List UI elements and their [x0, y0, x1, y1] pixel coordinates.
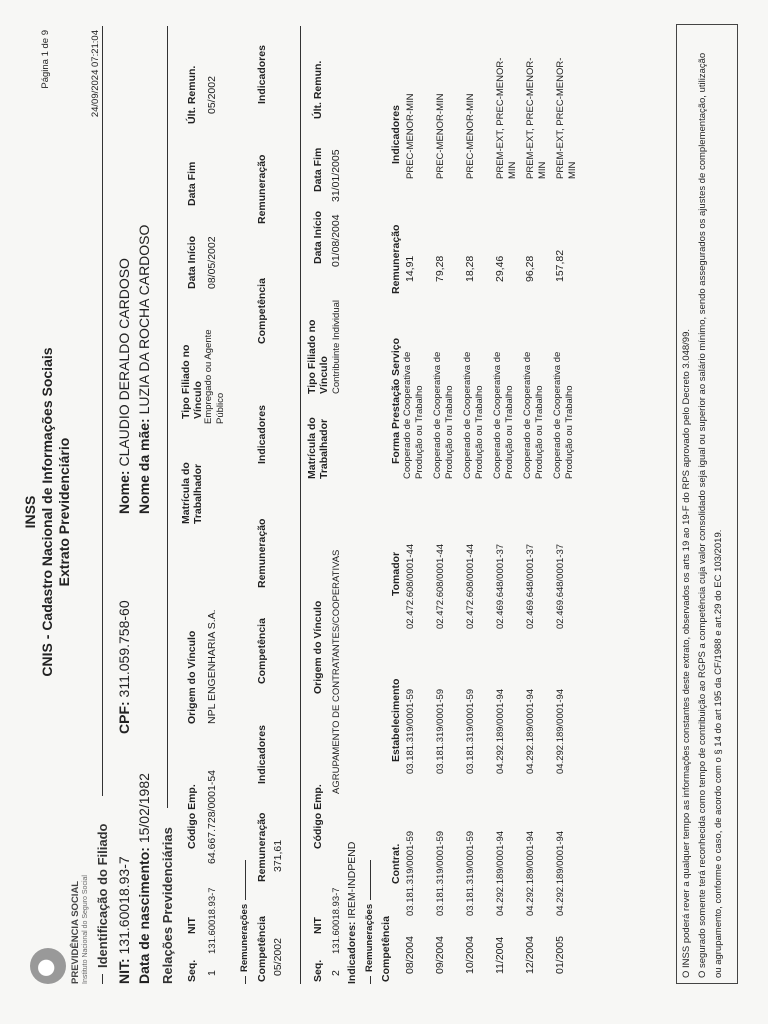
rem1-col-indicadores-1: Indicadores	[256, 725, 268, 784]
col-data-fim: Data Fim	[186, 161, 198, 206]
footer-line-3: ou agrupamento, conforme o caso, de acordo com o § 14 do art 195 da CF/1988 e art.29 do EC 103/2019.	[713, 529, 724, 978]
rem2-row-tomador: 02.472.608/0001-44	[465, 543, 476, 629]
v2-col-data-inicio: Data Início	[312, 210, 324, 264]
vinculo2-origem: AGRUPAMENTO DE CONTRATANTES/COOPERATIVAS	[331, 549, 342, 794]
nome-value: CLAUDIO DERALDO CARDOSO	[116, 258, 132, 467]
page-subtitle: Extrato Previdenciário	[56, 437, 72, 587]
mae-label: Nome da mãe:	[136, 418, 152, 514]
rem2-row-comp: 12/2004	[524, 936, 536, 974]
rem2-row-ind: PREC-MENOR-MIN	[405, 93, 416, 179]
rem2-row-forma: Cooperado de Cooperativa de Produção ou Trabalho	[552, 351, 575, 479]
rem1-col-indicadores-2: Indicadores	[256, 405, 268, 464]
rem2-row-rem: 29,46	[494, 255, 506, 282]
vinculo2-fim: 31/01/2005	[330, 149, 342, 202]
rem2-row-estab: 04.292.189/0001-94	[525, 688, 536, 774]
v2-col-seq: Seq.	[312, 959, 324, 982]
col-tipo-filiado: Tipo Filiado no Vínculo	[180, 344, 204, 419]
nascimento-row	[136, 773, 152, 984]
rem2-row-forma: Cooperado de Cooperativa de Produção ou Trabalho	[462, 351, 485, 479]
vinculo2-inicio: 01/08/2004	[330, 214, 342, 267]
rem2-row-comp: 09/2004	[434, 936, 446, 974]
rem2-row-tomador: 02.472.608/0001-44	[405, 543, 416, 629]
rem2-col-remuneracao: Remuneração	[390, 224, 402, 294]
rem2-row-rem: 14,91	[404, 255, 416, 282]
nascimento-value: 15/02/1982	[136, 773, 152, 844]
rem2-row-estab: 04.292.189/0001-94	[495, 688, 506, 774]
vinculo1-codigo: 64.667.728/0001-54	[206, 769, 218, 864]
nit-value: 131.60018.93-7	[116, 856, 132, 955]
cpf-row	[116, 600, 132, 734]
vinculo1-ult-remun: 05/2002	[206, 76, 218, 114]
rem2-row-estab: 03.181.319/0001-59	[405, 688, 416, 774]
rem1-col-competencia-2: Competência	[256, 618, 268, 684]
vinculo1-inicio: 08/05/2002	[206, 236, 218, 289]
rem2-row-forma: Cooperado de Cooperativa de Produção ou Trabalho	[402, 351, 425, 479]
rem2-row-estab: 04.292.189/0001-94	[555, 688, 566, 774]
rem2-row-contrat: 03.181.319/0001-59	[435, 830, 446, 916]
vinculo1-seq: 1	[206, 970, 218, 976]
rem1-col-competencia-3: Competência	[256, 278, 268, 344]
col-origem: Origem do Vínculo	[186, 630, 198, 724]
rem2-col-tomador: Tomador	[390, 551, 402, 596]
rem2-row-ind: PREM-EXT, PREC-MENOR-MIN	[525, 57, 548, 179]
v2-col-nit: NIT	[312, 917, 324, 934]
rem2-row-contrat: 04.292.189/0001-94	[525, 830, 536, 916]
rem2-row-tomador: 02.472.608/0001-44	[435, 543, 446, 629]
rem2-row-rem: 157,82	[554, 249, 566, 282]
rem2-row-rem: 96,28	[524, 255, 536, 282]
cpf-label: CPF:	[116, 701, 132, 734]
v2-col-tipo-filiado: Tipo Filiado no Vínculo	[306, 319, 330, 394]
rem2-col-forma-prestacao: Forma Prestação Serviço	[390, 337, 402, 464]
mae-row	[136, 225, 152, 514]
rem2-row-forma: Cooperado de Cooperativa de Produção ou Trabalho	[492, 351, 515, 479]
v2-col-matricula: Matrícula do Trabalhador	[306, 417, 330, 479]
rem2-row-comp: 01/2005	[554, 936, 566, 974]
rem2-row-estab: 03.181.319/0001-59	[435, 688, 446, 774]
rem1-competencia: 05/2002	[272, 938, 284, 976]
mae-value: LUZIA DA ROCHA CARDOSO	[136, 224, 152, 415]
rem1-col-remuneracao-2: Remuneração	[256, 518, 268, 588]
logo-subtitle: Instituto Nacional do Seguro Social	[82, 875, 89, 984]
rem2-row-estab: 03.181.319/0001-59	[465, 688, 476, 774]
page-title: CNIS - Cadastro Nacional de Informações Sociais	[39, 347, 55, 677]
col-ult-remun: Últ. Remun.	[186, 65, 198, 124]
v2-col-ult-remun: Últ. Remun.	[312, 60, 324, 119]
nit-label: NIT:	[116, 958, 132, 984]
cpf-value: 311.059.758-60	[116, 600, 132, 698]
rem2-row-forma: Cooperado de Cooperativa de Produção ou Trabalho	[522, 351, 545, 479]
col-matricula: Matrícula do Trabalhador	[180, 462, 204, 524]
col-data-inicio: Data Início	[186, 235, 198, 289]
rem2-row-contrat: 04.292.189/0001-94	[555, 830, 566, 916]
rem1-col-competencia-1: Competência	[256, 916, 268, 982]
footer-line-2: O segurado somente terá reconhecida como tempo de contribuição ao RGPS a competência cuja valor consolidado seja igual ou superior ao salário mínimo, sendo assegurados os ajustes de complementação, utilização	[697, 52, 708, 978]
vinculo1-tipo: Empregado ou Agente Público	[203, 329, 226, 424]
logo-name: PREVIDÊNCIA SOCIAL	[70, 880, 81, 984]
vinculo1-origem: NPL ENGENHARIA S.A.	[206, 609, 218, 724]
col-nit: NIT	[186, 917, 198, 934]
rem2-row-comp: 08/2004	[404, 936, 416, 974]
v2-col-origem: Origem do Vínculo	[312, 600, 324, 694]
rem2-row-tomador: 02.469.648/0001-37	[525, 543, 536, 629]
vinculo2-tipo: Contribuinte Individual	[331, 299, 342, 394]
vinculo2-indicadores-value: IREM-INDPEND	[346, 841, 358, 919]
rem2-row-tomador: 02.469.648/0001-37	[555, 543, 566, 629]
rem2-row-comp: 10/2004	[464, 936, 476, 974]
rem2-col-competencia: Competência	[380, 916, 392, 982]
nome-row	[116, 258, 132, 514]
page-number: Página 1 de 9	[40, 30, 51, 89]
rem2-col-estabelecimento: Estabelecimento	[390, 678, 402, 762]
rem2-row-rem: 79,28	[434, 255, 446, 282]
v2-col-codigo-emp: Código Emp.	[312, 784, 324, 849]
vinculo2-rem-title: Remunerações	[364, 903, 375, 972]
vinculo2-indicadores	[346, 842, 358, 984]
rem2-row-ind: PREM-EXT, PREC-MENOR-MIN	[555, 57, 578, 179]
nit-row	[116, 856, 132, 984]
rem2-row-contrat: 04.292.189/0001-94	[495, 830, 506, 916]
rem2-col-indicadores: Indicadores	[390, 105, 402, 164]
section-title-relacoes: Relações Previdenciárias	[160, 827, 175, 984]
rem2-row-forma: Cooperado de Cooperativa de Produção ou Trabalho	[432, 351, 455, 479]
rem2-row-rem: 18,28	[464, 255, 476, 282]
rem2-row-ind: PREC-MENOR-MIN	[465, 93, 476, 179]
rem1-col-remuneracao-1: Remuneração	[256, 812, 268, 882]
rem2-row-contrat: 03.181.319/0001-59	[465, 830, 476, 916]
vinculo1-rem-title: Remunerações	[239, 903, 250, 972]
nascimento-label: Data de nascimento:	[136, 847, 152, 984]
vinculo2-nit: 131.60018.93-7	[331, 887, 342, 954]
org-name: INSS	[22, 495, 38, 529]
v2-col-data-fim: Data Fim	[312, 147, 324, 192]
rem1-col-remuneracao-3: Remuneração	[256, 154, 268, 224]
rem2-col-contrat: Contrat.	[390, 843, 402, 884]
rem2-row-ind: PREC-MENOR-MIN	[435, 93, 446, 179]
col-codigo-emp: Código Emp.	[186, 784, 198, 849]
vinculo1-nit: 131.60018.93-7	[207, 887, 218, 954]
rem2-row-comp: 11/2004	[494, 936, 506, 974]
rem1-col-indicadores-3: Indicadores	[256, 45, 268, 104]
rem2-row-contrat: 03.181.319/0001-59	[405, 830, 416, 916]
col-seq: Seq.	[186, 959, 198, 982]
vinculo2-seq: 2	[330, 970, 342, 976]
section-title-filiado: Identificação do Filiado	[95, 823, 110, 968]
rem2-row-tomador: 02.469.648/0001-37	[495, 543, 506, 629]
vinculo2-indicadores-label: Indicadores:	[346, 921, 358, 984]
print-datetime: 24/09/2024 07:21:04	[90, 30, 101, 118]
nome-label: Nome:	[116, 470, 132, 514]
rem2-row-ind: PREM-EXT, PREC-MENOR-MIN	[495, 57, 518, 179]
rem1-remuneracao: 371,61	[272, 839, 284, 872]
footer-line-1: O INSS poderá rever a qualquer tempo as informações constantes deste extrato, observados os arts 19 ao 19-F do RPS aprovado pelo Decreto 3.048/99.	[681, 328, 692, 978]
